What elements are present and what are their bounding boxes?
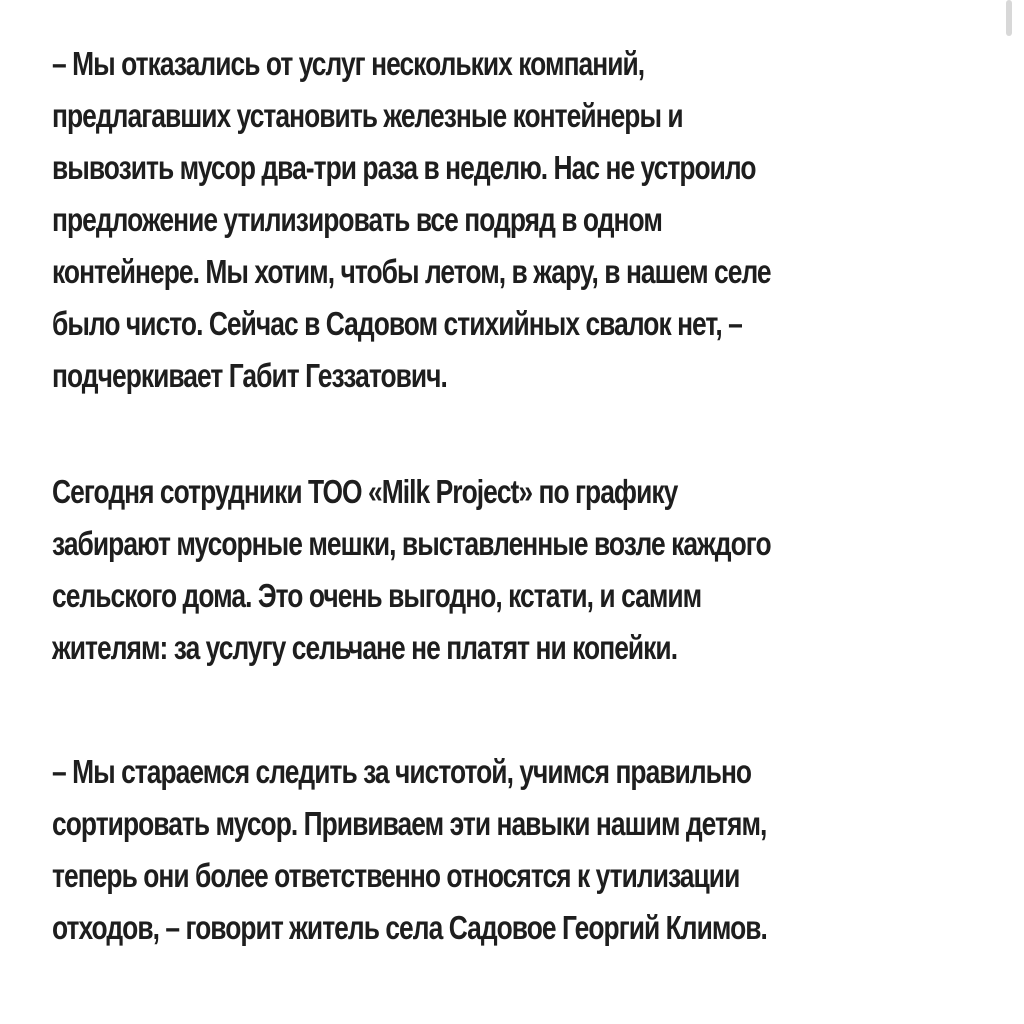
paragraph-quote-georgiy xyxy=(52,746,992,954)
text-line: контейнере. Мы хотим, чтобы летом, в жару, в нашем селе xyxy=(52,253,771,290)
text-line: – Мы отказались от услуг нескольких компаний, xyxy=(52,45,645,82)
paragraph-milk-project xyxy=(52,466,992,674)
text-line: – Мы стараемся следить за чистотой, учимся правильно xyxy=(52,753,752,790)
text-line: жителям: за услугу сельчане не платят ни копейки. xyxy=(52,629,678,666)
paragraph-quote-gabit xyxy=(52,38,992,402)
text-line: забирают мусорные мешки, выставленные возле каждого xyxy=(52,525,771,562)
text-line: отходов, – говорит житель села Садовое Георгий Климов. xyxy=(52,909,767,946)
text-line: предложение утилизировать все подряд в одном xyxy=(52,201,662,238)
text-line: теперь они более ответственно относятся к утилизации xyxy=(52,857,740,894)
text-line: Сегодня сотрудники ТОО «Milk Project» по графику xyxy=(52,473,678,510)
text-line: подчеркивает Габит Геззатович. xyxy=(52,357,447,394)
text-line: сельского дома. Это очень выгодно, кстати, и самим xyxy=(52,577,702,614)
scrollbar-thumb[interactable] xyxy=(1006,0,1012,36)
text-line: сортировать мусор. Прививаем эти навыки нашим детям, xyxy=(52,805,767,842)
text-line: предлагавших установить железные контейнеры и xyxy=(52,97,683,134)
text-line: вывозить мусор два-три раза в неделю. Нас не устроило xyxy=(52,149,756,186)
text-line: было чисто. Сейчас в Садовом стихийных свалок нет, – xyxy=(52,305,742,342)
